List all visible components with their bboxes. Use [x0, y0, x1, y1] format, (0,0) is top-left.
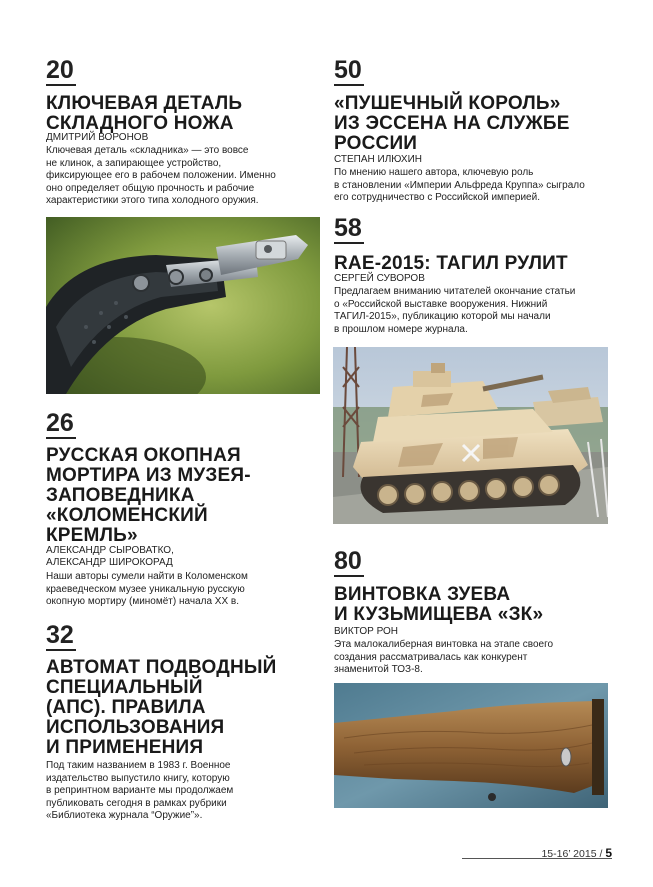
article-description — [46, 145, 276, 208]
article-author: ДМИТРИЙ ВОРОНОВ — [46, 132, 149, 143]
desc-line: краеведческом музее уникальную русскую — [46, 583, 245, 595]
article-description — [46, 760, 233, 823]
desc-line: оно определяет общую прочность и рабочие — [46, 182, 255, 194]
article-authors — [46, 545, 174, 569]
desc-line: «Библиотека журнала “Оружие”». — [46, 810, 203, 822]
title-line: И КУЗЬМИЩЕВА «ЗК» — [334, 604, 544, 625]
desc-line: Под таким названием в 1983 г. Военное — [46, 760, 231, 771]
number-underline — [46, 437, 76, 439]
tank-support-vehicle-photo — [333, 347, 608, 524]
desc-line: По мнению нашего автора, ключевую роль — [334, 167, 534, 178]
article-description — [334, 639, 553, 677]
number-underline — [334, 575, 364, 577]
rifle-image — [334, 683, 608, 808]
article-author: СТЕПАН ИЛЮХИН — [334, 154, 423, 165]
article-description — [334, 167, 585, 205]
desc-line: Наши авторы сумели найти в Коломенском — [46, 571, 248, 582]
article-title[interactable] — [46, 446, 251, 546]
title-line: «КОЛОМЕНСКИЙ — [46, 505, 208, 526]
page-number[interactable]: 32 — [46, 621, 74, 649]
author-line: АЛЕКСАНДР СЫРОВАТКО, — [46, 545, 174, 556]
title-line: РОССИИ — [334, 133, 418, 154]
number-underline — [46, 84, 76, 86]
title-line: ИСПОЛЬЗОВАНИЯ — [46, 717, 225, 738]
title-line: ВИНТОВКА ЗУЕВА — [334, 584, 511, 605]
title-line: СПЕЦИАЛЬНЫЙ — [46, 677, 203, 698]
desc-line: Ключевая деталь «складника» — это вовсе — [46, 145, 249, 156]
article-description — [46, 571, 248, 609]
title-line: РУССКАЯ ОКОПНАЯ — [46, 445, 241, 466]
desc-line: в репринтном варианте мы продолжаем — [46, 785, 234, 797]
author-line: АЛЕКСАНДР ШИРОКОРАД — [46, 557, 173, 568]
folio-number: 5 — [605, 846, 612, 860]
number-underline — [334, 84, 364, 86]
desc-line: ТАГИЛ-2015», публикацию которой мы начали — [334, 311, 551, 323]
knife-image — [46, 217, 320, 394]
article-title[interactable] — [46, 658, 277, 758]
page-number[interactable]: 58 — [334, 214, 362, 242]
desc-line: в становлении «Империи Альфреда Круппа» сыграло — [334, 179, 585, 191]
number-underline — [46, 649, 76, 651]
article-title[interactable] — [334, 94, 570, 154]
article-description — [334, 286, 575, 336]
desc-line: создания рассматривалась как конкурент — [334, 651, 528, 663]
page-number[interactable]: 20 — [46, 56, 74, 84]
title-line: МОРТИРА ИЗ МУЗЕЯ- — [46, 465, 251, 486]
tank-image — [333, 347, 608, 524]
desc-line: фиксирующее его в рабочем положении. Именно — [46, 170, 276, 182]
article-title[interactable] — [334, 585, 543, 625]
desc-line: в прошлом номере журнала. — [334, 323, 468, 335]
title-line: (АПС). ПРАВИЛА — [46, 697, 206, 718]
article-title[interactable] — [46, 94, 242, 134]
title-line: И ПРИМЕНЕНИЯ — [46, 737, 204, 758]
title-line: АВТОМАТ ПОДВОДНЫЙ — [46, 657, 277, 678]
page-number[interactable]: 50 — [334, 56, 362, 84]
desc-line: знаменитой ТОЗ-8. — [334, 664, 423, 676]
page-footer — [541, 846, 612, 860]
page-number[interactable]: 26 — [46, 409, 74, 437]
desc-line: издательство выпустило книгу, которую — [46, 772, 230, 784]
desc-line: Предлагаем вниманию читателей окончание статьи — [334, 286, 576, 297]
desc-line: характеристики этого типа холодного оружия. — [46, 195, 259, 207]
desc-line: не клинок, а запирающее устройство, — [46, 157, 222, 169]
title-line: КРЕМЛЬ» — [46, 525, 138, 546]
desc-line: Эта малокалиберная винтовка на этапе своего — [334, 639, 554, 650]
number-underline — [334, 242, 364, 244]
desc-line: о «Российской выставке вооружения. Нижний — [334, 298, 548, 310]
desc-line: его сотрудничество с Российской империей. — [334, 192, 540, 204]
folding-knife-photo — [46, 217, 320, 394]
title-line: RAE-2015: ТАГИЛ РУЛИТ — [334, 253, 568, 274]
title-line: «ПУШЕЧНЫЙ КОРОЛЬ» — [334, 93, 561, 114]
title-line: ЗАПОВЕДНИКА — [46, 485, 195, 506]
article-author: ВИКТОР РОН — [334, 626, 399, 637]
page-number[interactable]: 80 — [334, 547, 362, 575]
title-line: СКЛАДНОГО НОЖА — [46, 113, 234, 134]
desc-line: публиковать сегодня в рамках рубрики — [46, 797, 227, 809]
title-line: ИЗ ЭССЕНА НА СЛУЖБЕ — [334, 113, 570, 134]
article-author: СЕРГЕЙ СУВОРОВ — [334, 273, 425, 284]
issue-label: 15-16’ 2015 / — [541, 848, 603, 860]
desc-line: окопную мортиру (миномёт) начала XX в. — [46, 596, 240, 608]
article-title[interactable] — [334, 254, 568, 274]
title-line: КЛЮЧЕВАЯ ДЕТАЛЬ — [46, 93, 243, 114]
rifle-stock-photo — [334, 683, 608, 808]
